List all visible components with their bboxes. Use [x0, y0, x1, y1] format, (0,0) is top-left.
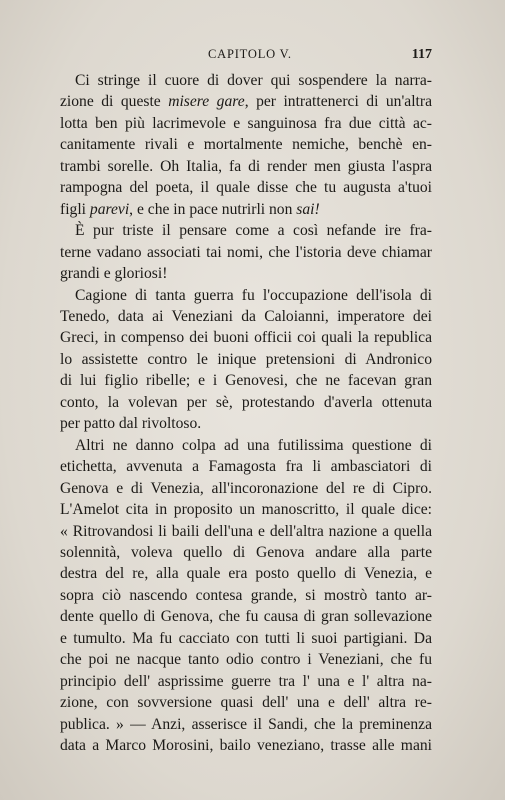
text-line: zione, con sovversione quasi dell' una e dell' altra re-: [60, 694, 432, 712]
text-line: per patto dal rivoltoso.: [60, 415, 202, 433]
text-line: publica. » — Anzi, asserisce il Sandi, che la preminenza: [60, 715, 432, 733]
text-line: data a Marco Morosini, bailo veneziano, trasse alle mani: [60, 737, 432, 755]
text-line: sopra ciò nascendo contesa grande, si mostrò tanto ar-: [60, 586, 432, 604]
text-line: Greci, in compenso dei buoni officii coi quali la republica: [60, 329, 432, 347]
text-line: e tumulto. Ma fu cacciato con tutti li suoi partigiani. Da: [60, 629, 432, 647]
paragraph: [60, 285, 432, 435]
text-line: solennità, voleva quello di Genova andare alla parte: [60, 543, 432, 561]
page-number: 117: [411, 47, 432, 62]
text-line: dente quello di Genova, che fu causa di gran sollevazione: [60, 608, 432, 626]
text-line: Altri ne danno colpa ad una futilissima questione di: [75, 436, 432, 454]
text-line: zione di queste misere gare, per intrattenerci di un'altra: [60, 93, 432, 111]
text-line: rampogna del poeta, il quale disse che tu augusta a'tuoi: [60, 179, 432, 197]
text-line: figli parevi, e che in pace nutrirli non sai!: [60, 200, 320, 218]
text-line: lo assistette contro le inique pretensioni di Andronico: [60, 350, 432, 368]
paragraph: [60, 435, 432, 757]
paragraph: [60, 70, 432, 220]
text-line: L'Amelot cita in proposito un manoscritto, il quale dice:: [60, 501, 432, 519]
text-line: lotta ben più lacrimevole e sanguinosa fra due città ac-: [60, 114, 432, 132]
text-line: Ci stringe il cuore di dover qui sospendere la narra-: [75, 72, 432, 89]
text-line: Cagione di tanta guerra fu l'occupazione dell'isola di: [75, 286, 432, 304]
text-line: trambi sorelle. Oh Italia, fa di render men giusta l'aspra: [60, 157, 432, 175]
running-header: [60, 47, 432, 67]
text-line: grandi e gloriosi!: [60, 265, 168, 283]
text-line: terne vadano associati tai nomi, che l'istoria deve chiamar: [60, 243, 432, 261]
text-line: Tenedo, data ai Veneziani da Caloianni, imperatore dei: [60, 307, 432, 325]
chapter-title: CAPITOLO V.: [208, 47, 292, 61]
text-line: principio dell' asprissime guerre tra l' una e l' altra na-: [60, 672, 432, 690]
text-line: destra del re, alla quale era posto quello di Venezia, e: [60, 565, 432, 583]
body-text: [60, 70, 432, 757]
text-line: di lui figlio ribelle; e i Genovesi, che ne facevan gran: [60, 372, 432, 390]
text-line: Genova e di Venezia, all'incoronazione del re di Cipro.: [60, 479, 432, 497]
paragraph: [60, 220, 432, 284]
text-line: canitamente rivali e mortalmente nemiche, benchè en-: [60, 136, 432, 154]
text-line: etichetta, avvenuta a Famagosta fra li ambasciatori di: [60, 458, 432, 476]
text-line: « Ritrovandosi li baili dell'una e dell'altra nazione a quella: [60, 522, 432, 540]
text-line: È pur triste il pensare come a così nefande ire fra-: [75, 222, 432, 240]
text-line: che poi ne nacque tanto odio contro i Veneziani, che fu: [60, 651, 432, 669]
text-line: conto, la volevan per sè, protestando d'averla ottenuta: [60, 393, 432, 411]
